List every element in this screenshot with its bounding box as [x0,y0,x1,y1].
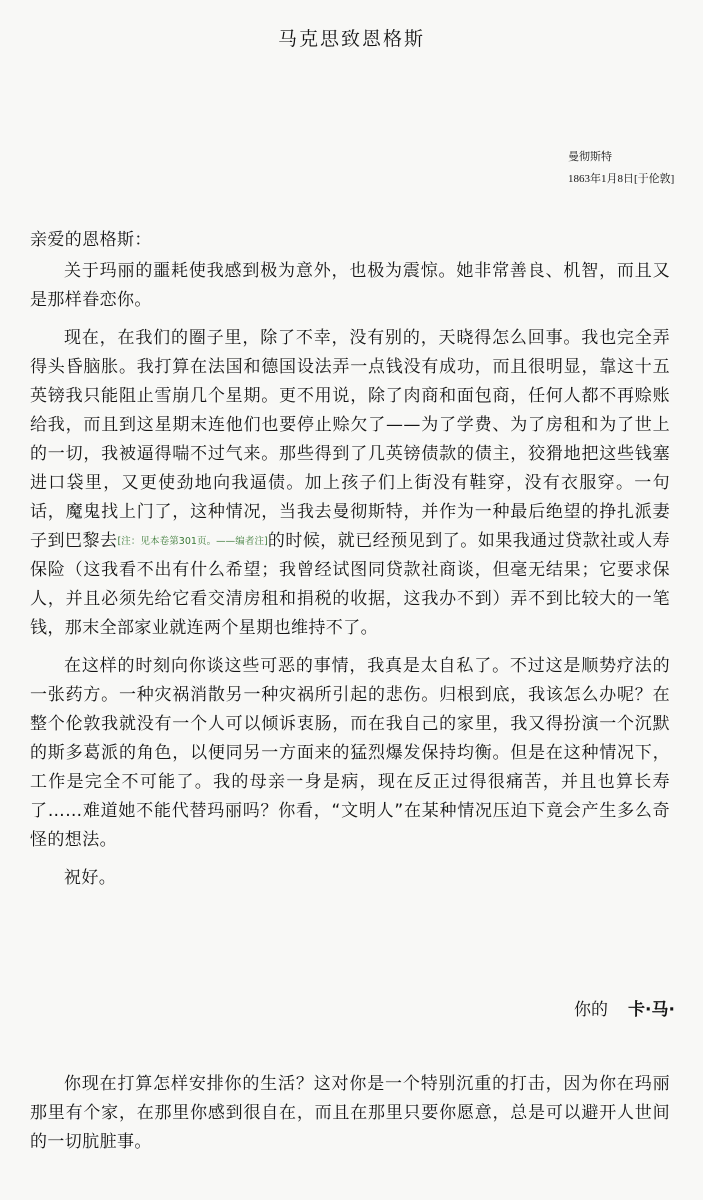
letter-body [30,226,670,902]
paragraph-1: 关于玛丽的噩耗使我感到极为意外，也极为震惊。她非常善良、机智，而且又是那样眷恋你。 [30,261,670,310]
postscript [30,1070,670,1157]
paragraph-2 [30,324,670,643]
signature [574,995,675,1020]
paragraph-3: 在这样的时刻向你谈这些可恶的事情，我真是太自私了。不过这是顺势疗法的一张药方。一种灾祸消散另一种灾祸所引起的悲伤。归根到底，我该怎么办呢？在整个伦敦我就没有一个人可以倾诉衷肠，而在我自己的家里，我又得扮演一个沉默的斯多葛派的角色，以便同另一方面来的猛烈爆发保持均衡。但是在这种情况下，工作是完全不可能了。我的母亲一身是病，现在反正过得很痛苦，并且也算长寿了……难道她不能代替玛丽吗？你看，“文明人”在某种情况压迫下竟会产生多么奇怪的想法。 [30,656,670,850]
letter-title: 马克思致恩格斯 [277,28,425,50]
salutation: 亲爱的恩格斯： [30,230,152,250]
letter-place: 曼彻斯特 [568,151,612,163]
editor-note: [注：见本卷第301页。——编者注] [117,536,268,547]
letter-date: 1863年1月8日[于伦敦] [568,173,675,185]
postscript-paragraph: 你现在打算怎样安排你的生活？这对你是一个特别沉重的打击，因为你在玛丽那里有个家，在那里你感到很自在，而且在那里只要你愿意，总是可以避开人世间的一切肮脏事。 [30,1074,670,1152]
paragraph-2-part-2: 的时候，就已经预见到了。如果我通过贷款社或人寿保险（这我看不出有什么希望；我曾经试图同贷款社商谈，但毫无结果；它要求保人，并且必须先给它看交清房租和捐税的收据，这我办不到）弄不到比较大的一笔钱，那末全部家业就连两个星期也维持不了。 [30,531,671,638]
closing: 祝好。 [64,868,117,888]
paragraph-2-part-1: 现在，在我们的圈子里，除了不幸，没有别的，天晓得怎么回事。我也完全弄得头昏脑胀。我打算在法国和德国设法弄一点钱没有成功，而且很明显，靠这十五英镑我只能阻止雪崩几个星期。更不用说，除了肉商和面包商，任何人都不再赊账给我，而且到这星期末连他们也要停止赊欠了——为了学费、为了房租和为了世上的一切，我被逼得喘不过气来。那些得到了几英镑债款的债主，狡猾地把这些钱塞进口袋里，又更使劲地向我逼债。加上孩子们上街没有鞋穿，没有衣服穿。一句话，魔鬼找上门了，这种情况，当我去曼彻斯特，并作为一种最后绝望的挣扎派妻子到巴黎去 [30,328,670,551]
signature-prefix: 你的 [574,1000,608,1020]
signature-name: 卡·马· [628,1000,675,1020]
place-date-block [568,146,674,190]
